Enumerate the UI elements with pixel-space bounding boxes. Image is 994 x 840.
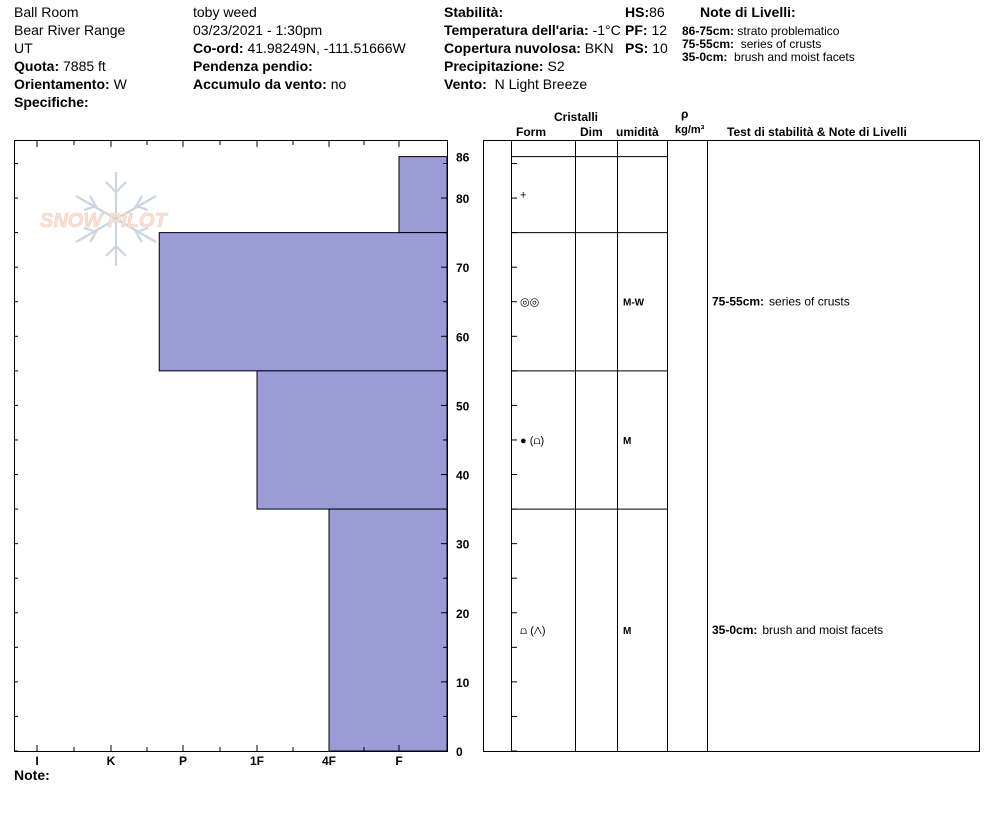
- precip-value: S2: [547, 58, 565, 74]
- hs-label: HS:: [625, 4, 650, 20]
- y-tick-label: 70: [456, 261, 470, 276]
- elevation-label: Quota:: [14, 58, 60, 74]
- wind-label: Vento:: [444, 76, 487, 92]
- moisture-3: M: [623, 435, 632, 447]
- wind-load-label: Accumulo da vento:: [193, 76, 327, 92]
- precip-label: Precipitazione:: [444, 58, 544, 74]
- pf-label: PF:: [625, 22, 648, 38]
- aspect-value: W: [113, 76, 127, 92]
- observation-datetime: 03/23/2021 - 1:30pm: [193, 22, 323, 38]
- y-tick-label: 50: [456, 399, 470, 414]
- density-unit-header: kg/m³: [675, 124, 705, 136]
- location-name: Ball Room: [14, 4, 79, 20]
- x-tick-label: P: [178, 754, 188, 768]
- y-tick-label: 86: [456, 150, 470, 165]
- moisture-2: M-W: [623, 297, 645, 309]
- stability-label: Stabilità:: [444, 4, 504, 20]
- cloud-label: Copertura nuvolosa:: [444, 40, 581, 56]
- form-header: Form: [516, 125, 546, 139]
- wind-load-value: no: [330, 76, 347, 92]
- specifics-label: Specifiche:: [14, 94, 89, 110]
- x-tick-label: K: [106, 754, 116, 768]
- layer-note-2-range: 75-55cm:: [682, 37, 735, 51]
- air-temp-value: -1°C: [592, 22, 621, 38]
- slope-label: Pendenza pendio:: [193, 58, 313, 74]
- cloud-value: BKN: [584, 40, 614, 56]
- dim-header: Dim: [580, 125, 603, 139]
- air-temp-label: Temperatura dell'aria:: [444, 22, 589, 38]
- x-tick-label: 1F: [249, 754, 265, 768]
- pf-value: 12: [651, 22, 668, 38]
- rho-header: ρ: [681, 107, 689, 121]
- ps-value: 10: [652, 40, 668, 56]
- aspect-label: Orientamento:: [14, 76, 110, 92]
- grain-form-4: ⩍ (⋀): [520, 625, 546, 638]
- y-tick-label: 80: [456, 192, 470, 207]
- y-tick-label: 10: [456, 675, 470, 690]
- hardness-bar-2: [159, 233, 447, 371]
- wind-value: N Light Breeze: [494, 76, 588, 92]
- x-tick-label: 4F: [321, 754, 337, 768]
- layer-note-3-text: brush and moist facets: [734, 50, 855, 64]
- logo-text: SNOW PILOT: [40, 210, 167, 232]
- state-name: UT: [14, 40, 33, 56]
- grain-form-1: +: [520, 189, 527, 202]
- x-tick-label: F: [395, 754, 403, 768]
- layer-note-2-text: series of crusts: [740, 37, 822, 51]
- ps-label: PS:: [625, 40, 649, 56]
- grain-form-3: ● (⩍): [520, 434, 545, 447]
- y-tick-label: 20: [456, 606, 470, 621]
- hs-value: 86: [649, 4, 665, 20]
- tests-header: Test di stabilità & Note di Livelli: [727, 125, 907, 139]
- hardness-bar-3: [257, 371, 447, 509]
- coord-label: Co-ord:: [193, 40, 244, 56]
- moisture-4: M: [623, 626, 632, 638]
- x-tick-label: I: [35, 754, 39, 768]
- y-tick-label: 0: [456, 745, 463, 759]
- y-tick-label: 40: [456, 468, 470, 483]
- range-name: Bear River Range: [14, 22, 126, 38]
- layer-note-row-2: 75-55cm: series of crusts: [712, 294, 850, 309]
- snowpilot-logo: [40, 172, 168, 266]
- layer-note-3-range: 35-0cm:: [682, 50, 728, 64]
- coord-value: 41.98249N, -111.51666W: [247, 40, 406, 56]
- layer-note-row-4: 35-0cm: brush and moist facets: [712, 623, 884, 638]
- layer-notes-title: Note di Livelli:: [700, 4, 796, 20]
- grain-form-2: ◎◎: [520, 296, 540, 309]
- hardness-bar-4: [329, 509, 447, 751]
- observer-name: toby weed: [193, 4, 257, 20]
- y-tick-label: 60: [456, 330, 470, 345]
- y-tick-label: 30: [456, 537, 470, 552]
- elevation-value: 7885 ft: [63, 58, 106, 74]
- layer-note-1-range: 86-75cm:: [682, 24, 735, 38]
- layer-note-1-text: strato problematico: [737, 24, 840, 38]
- hardness-bar-1: [399, 157, 447, 233]
- note-label: Note:: [14, 767, 50, 783]
- crystals-header: Cristalli: [554, 110, 599, 124]
- moisture-header: umidità: [616, 125, 659, 139]
